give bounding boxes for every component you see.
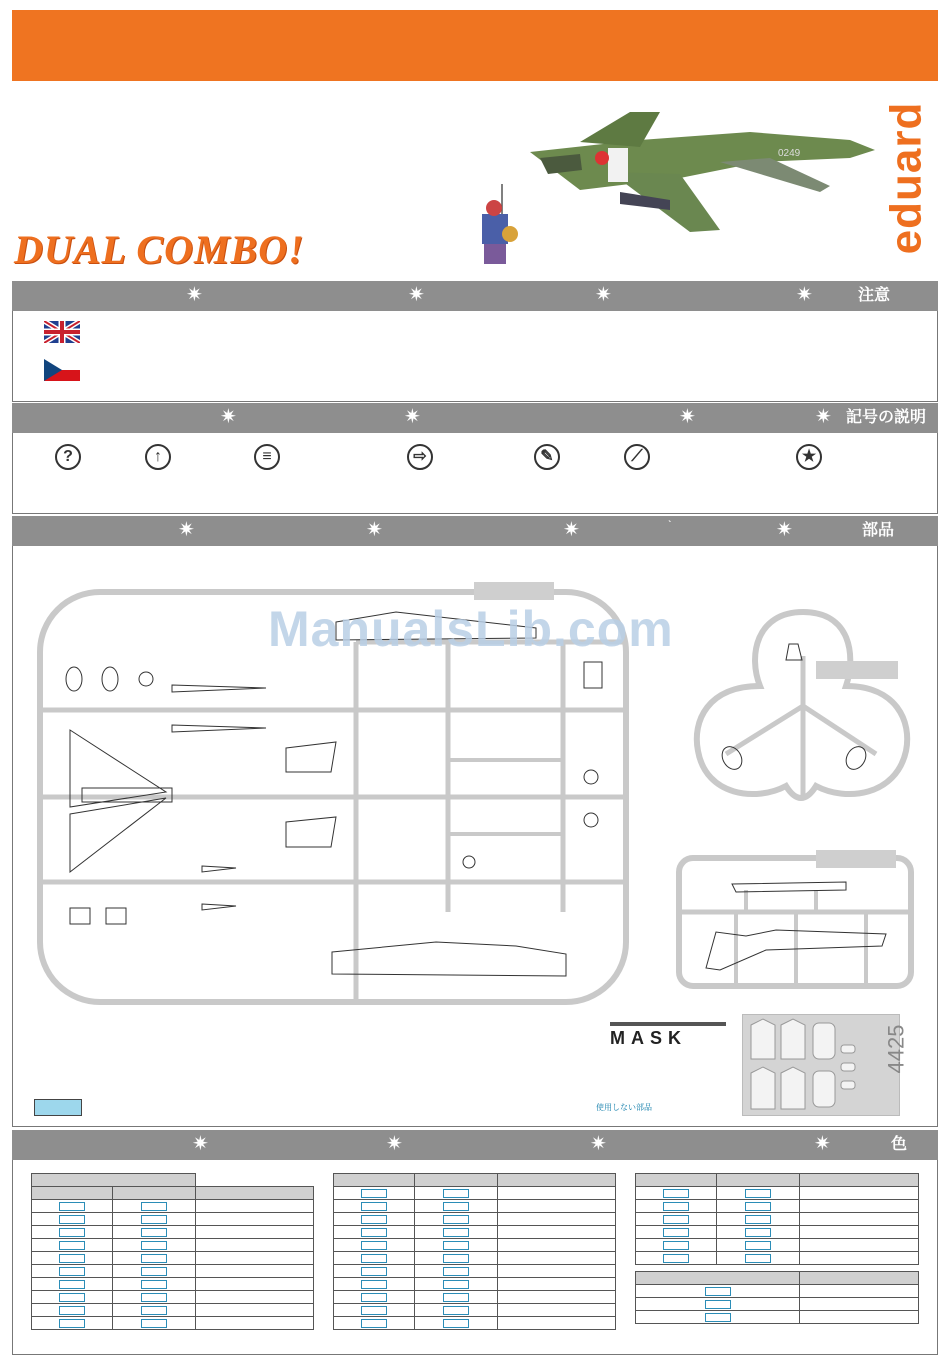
colour-table-right [635, 1173, 919, 1324]
colour-table-middle [333, 1173, 616, 1330]
uk-flag-icon [44, 321, 80, 343]
star-icon: ✷ [595, 284, 612, 306]
unused-parts-swatch [34, 1099, 82, 1116]
colour-table-left [31, 1173, 314, 1330]
dual-combo-title: DUAL COMBO! [14, 227, 305, 272]
parts-tick: ˋ [668, 520, 672, 531]
parts-section-bar [12, 516, 938, 546]
colours-section-bar [12, 1130, 938, 1160]
svg-text:0249: 0249 [778, 148, 801, 159]
star-icon: ✷ [776, 519, 793, 541]
mask-shapes [743, 1015, 899, 1115]
star-icon: ✷ [386, 1133, 403, 1155]
star-icon: ✷ [192, 1133, 209, 1155]
mask-sheet [742, 1014, 900, 1116]
star-icon: ✷ [404, 406, 421, 428]
star-icon: ✷ [679, 406, 696, 428]
eduard-logo: eduard [881, 101, 931, 255]
watermark-text: ManualsLib.com [268, 601, 674, 657]
drill-symbol-icon: ≡ [254, 444, 280, 470]
mask-divider [610, 1022, 726, 1026]
remove-symbol-icon: ✎ [534, 444, 560, 470]
header-bar [12, 10, 938, 81]
star-icon: ✷ [796, 284, 813, 306]
star-icon: ✷ [178, 519, 195, 541]
symmetric-symbol-icon: ⇨ [407, 444, 433, 470]
cut-symbol-icon: ⟋ [624, 444, 650, 470]
notes-section-bar [12, 281, 938, 311]
canopy-sprue-diagram [686, 606, 920, 806]
notes-panel [12, 311, 938, 402]
colours-jp-label: 色 [891, 1136, 908, 1153]
small-sprue-diagram [676, 850, 914, 990]
bend-symbol-icon: ↑ [145, 444, 171, 470]
star-icon: ✷ [366, 519, 383, 541]
symbols-section-bar [12, 403, 938, 433]
mask-number: 4425 [883, 1024, 909, 1074]
star-icon: ✷ [590, 1133, 607, 1155]
star-icon: ✷ [815, 406, 832, 428]
unused-parts-jp-note: 使用しない部品 [596, 1103, 652, 1112]
mask-label: MASK [610, 1028, 687, 1048]
star-icon: ✷ [814, 1133, 831, 1155]
parts-jp-label: 部品 [862, 522, 895, 539]
star-icon: ✷ [220, 406, 237, 428]
notes-jp-label: 注意 [858, 287, 891, 304]
paint-symbol-icon: ★ [796, 444, 822, 470]
star-icon: ✷ [186, 284, 203, 306]
question-symbol-icon: ? [55, 444, 81, 470]
mascot-illustration [472, 184, 522, 268]
star-icon: ✷ [408, 284, 425, 306]
star-icon: ✷ [563, 519, 580, 541]
aircraft-illustration [520, 92, 880, 242]
czech-flag-icon [44, 359, 80, 381]
symbols-jp-label: 記号の説明 [846, 409, 927, 426]
